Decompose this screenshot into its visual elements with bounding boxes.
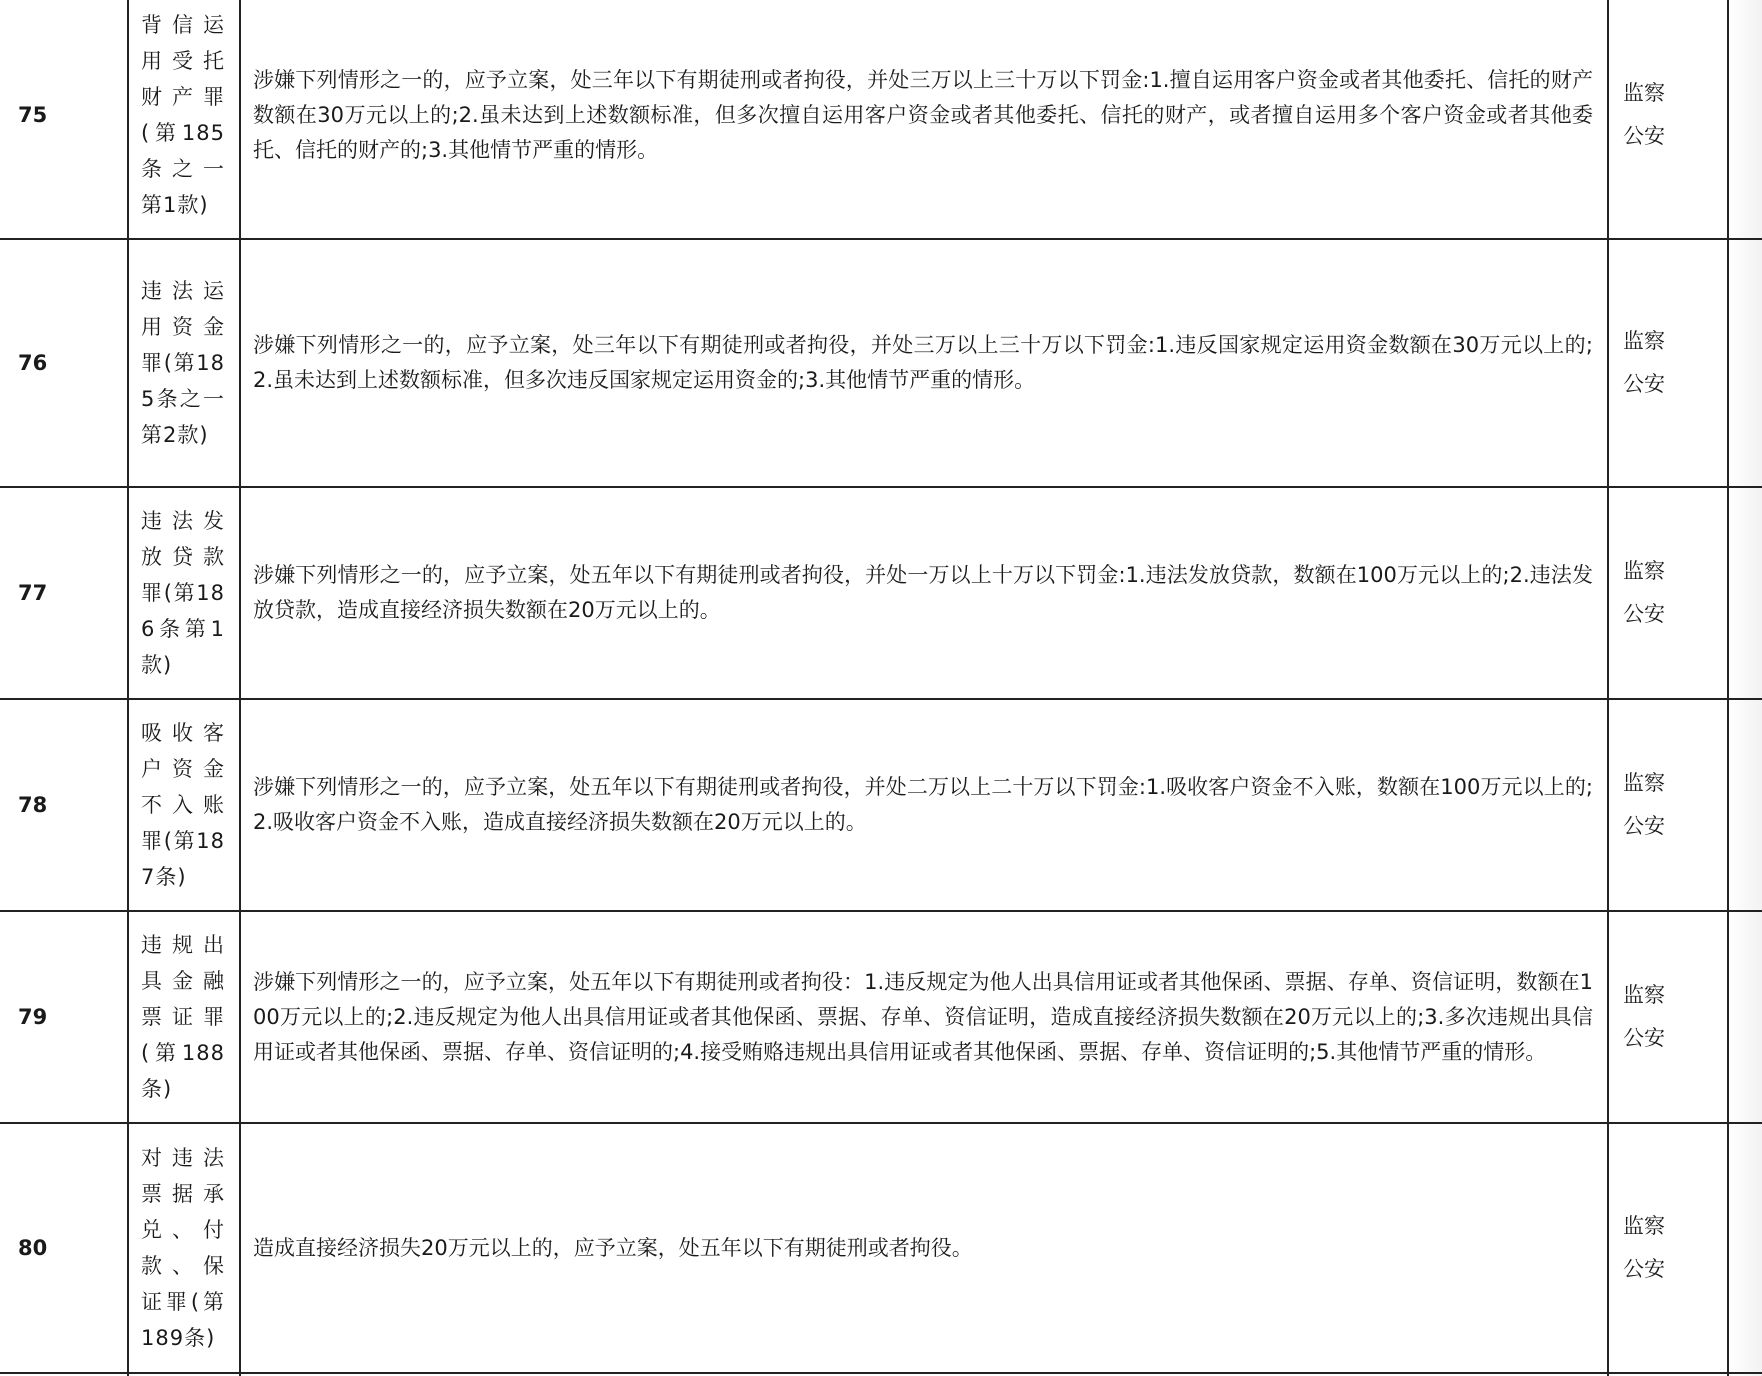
jurisdiction-police: 公安 [1623, 124, 1665, 148]
edge-cell [1728, 0, 1762, 239]
row-number: 79 [0, 911, 128, 1123]
crime-name: 对违法票据承兑、付款、保证罪(第189条) [128, 1123, 240, 1373]
jurisdiction-cell [1608, 487, 1728, 699]
jurisdiction-police: 公安 [1623, 1026, 1665, 1050]
row-number: 80 [0, 1123, 128, 1373]
table-row [0, 487, 1762, 699]
row-number: 76 [0, 239, 128, 487]
crime-name: 违规出具金融票证罪(第188条) [128, 911, 240, 1123]
jurisdiction-cell [1608, 699, 1728, 911]
jurisdiction-cell [1608, 0, 1728, 239]
row-number: 77 [0, 487, 128, 699]
crime-name: 违法运用资金罪(第185条之一第2款) [128, 239, 240, 487]
edge-cell [1728, 911, 1762, 1123]
edge-cell [1728, 699, 1762, 911]
table-row [0, 0, 1762, 239]
jurisdiction-police: 公安 [1623, 814, 1665, 838]
jurisdiction-supervision: 监察 [1623, 983, 1665, 1007]
jurisdiction-supervision: 监察 [1623, 1214, 1665, 1238]
filing-standard: 涉嫌下列情形之一的，应予立案，处三年以下有期徒刑或者拘役，并处三万以上三十万以下罚金:1.违反国家规定运用资金数额在30万元以上的;2.虽未达到上述数额标准，但多次违反国家规定运用资金的;3.其他情节严重的情形。 [240, 239, 1608, 487]
edge-cell [1728, 1123, 1762, 1373]
crime-name: 吸收客户资金不入账罪(第187条) [128, 699, 240, 911]
jurisdiction-police: 公安 [1623, 372, 1665, 396]
jurisdiction-cell [1608, 239, 1728, 487]
row-number: 78 [0, 699, 128, 911]
filing-standard: 涉嫌下列情形之一的，应予立案，处五年以下有期徒刑或者拘役：1.违反规定为他人出具信用证或者其他保函、票据、存单、资信证明，数额在100万元以上的;2.违反规定为他人出具信用证或者其他保函、票据、存单、资信证明，造成直接经济损失数额在20万元以上的;3.多次违规出具信用证或者其他保函、票据、存单、资信证明的;4.接受贿赂违规出具信用证或者其他保函、票据、存单、资信证明的;5.其他情节严重的情形。 [240, 911, 1608, 1123]
jurisdiction-cell [1608, 911, 1728, 1123]
filing-standard: 涉嫌下列情形之一的，应予立案，处五年以下有期徒刑或者拘役，并处一万以上十万以下罚金:1.违法发放贷款，数额在100万元以上的;2.违法发放贷款，造成直接经济损失数额在20万元以上的。 [240, 487, 1608, 699]
jurisdiction-cell [1608, 1123, 1728, 1373]
table-row [0, 699, 1762, 911]
jurisdiction-supervision: 监察 [1623, 329, 1665, 353]
edge-cell [1728, 487, 1762, 699]
edge-cell [1728, 239, 1762, 487]
crime-name: 违法发放贷款罪(第186条第1款) [128, 487, 240, 699]
table-row [0, 911, 1762, 1123]
row-number: 75 [0, 0, 128, 239]
filing-standard: 造成直接经济损失20万元以上的，应予立案，处五年以下有期徒刑或者拘役。 [240, 1123, 1608, 1373]
table-row [0, 1123, 1762, 1373]
filing-standard: 涉嫌下列情形之一的，应予立案，处五年以下有期徒刑或者拘役，并处二万以上二十万以下罚金:1.吸收客户资金不入账，数额在100万元以上的;2.吸收客户资金不入账，造成直接经济损失数额在20万元以上的。 [240, 699, 1608, 911]
jurisdiction-supervision: 监察 [1623, 81, 1665, 105]
filing-standard: 涉嫌下列情形之一的，应予立案，处三年以下有期徒刑或者拘役，并处三万以上三十万以下罚金:1.擅自运用客户资金或者其他委托、信托的财产数额在30万元以上的;2.虽未达到上述数额标准，但多次擅自运用客户资金或者其他委托、信托的财产，或者擅自运用多个客户资金或者其他委托、信托的财产的;3.其他情节严重的情形。 [240, 0, 1608, 239]
jurisdiction-supervision: 监察 [1623, 559, 1665, 583]
table-row [0, 239, 1762, 487]
jurisdiction-supervision: 监察 [1623, 771, 1665, 795]
crime-name: 背信运用受托财产罪(第185条之一第1款) [128, 0, 240, 239]
jurisdiction-police: 公安 [1623, 602, 1665, 626]
jurisdiction-police: 公安 [1623, 1257, 1665, 1281]
